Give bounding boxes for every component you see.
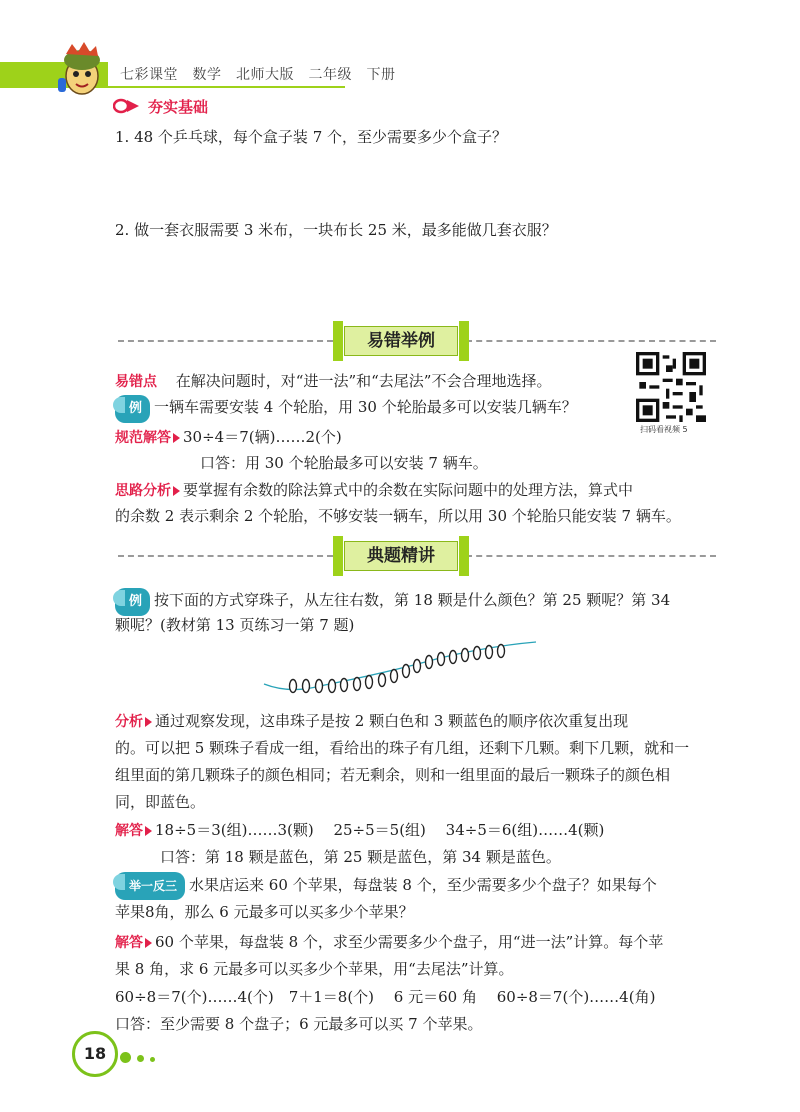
header-title: 七彩课堂 数学 北师大版 二年级 下册 — [120, 67, 396, 83]
calculation-line: 60÷8＝7(个)……4(个) 7＋1＝8(个) 6 元＝60 角 60÷8＝7(个)……4(角) — [115, 988, 656, 1006]
analysis-line-4: 同，即蓝色。 — [115, 793, 206, 811]
question-2: 2. 做一套衣服需要 3 米布，一块布长 25 米，最多能做几套衣服？ — [115, 221, 557, 239]
triangle-icon — [173, 433, 180, 443]
banner-common-errors: 易错举例 — [344, 326, 458, 356]
page-number: 18 — [72, 1031, 118, 1077]
practice-text: 水果店运来 60 个苹果，每盘装 8 个，至少需要多少个盘子？如果每个 — [189, 876, 657, 894]
solution2-line-1 — [115, 929, 735, 956]
error-example — [115, 394, 635, 423]
analysis-label: 思路分析 — [115, 483, 171, 499]
analysis-line-2: 的余数 2 表示剩余 2 个轮胎，不够安装一辆车，所以用 30 个轮胎只能安装 7 辆车。 — [115, 507, 681, 525]
triangle-icon — [145, 717, 152, 727]
standard-solution — [115, 424, 342, 451]
banner-divider-right — [466, 555, 716, 557]
final-answer: 口答：至少需要 8 个盘子；6 元最多可以买 7 个苹果。 — [115, 1015, 483, 1033]
solution2-text: 60 个苹果，每盘装 8 个，求至少需要多少个盘子，用“进一法”计算。每个苹 — [155, 933, 664, 951]
triangle-icon — [145, 938, 152, 948]
footer-dot-large — [120, 1052, 131, 1063]
question-1: 1. 48 个乒乓球，每个盒子装 7 个，至少需要多少个盒子？ — [115, 128, 508, 146]
triangle-icon — [173, 486, 180, 496]
qr-caption: 扫码看视频 5 — [640, 425, 688, 434]
error-point — [115, 368, 635, 395]
practice-line-1 — [115, 872, 735, 900]
triangle-icon — [145, 826, 152, 836]
analysis-line-1 — [115, 708, 725, 735]
analysis-block — [115, 477, 715, 504]
answer-text: 口答：第 18 颗是蓝色，第 25 颗是蓝色，第 34 颗是蓝色。 — [160, 848, 561, 866]
footer-dot-medium — [137, 1055, 144, 1062]
error-label: 易错点 — [115, 374, 157, 390]
banner-divider-left — [118, 340, 333, 342]
footer-dot-small — [150, 1057, 155, 1062]
solution-text: 18÷5＝3(组)……3(颗) 25÷5＝5(组) 34÷5＝6(组)……4(颗) — [155, 821, 605, 839]
analysis-line-1: 要掌握有余数的除法算式中的余数在实际问题中的处理方法，算式中 — [183, 481, 634, 499]
error-text: 在解决问题时，对“进一法”和“去尾法”不会合理地选择。 — [175, 372, 552, 390]
example-text: 一辆车需要安装 4 个轮胎，用 30 个轮胎最多可以安装几辆车？ — [154, 398, 577, 416]
practice-line-2: 苹果8角，那么 6 元最多可以买多少个苹果？ — [115, 903, 414, 921]
solution2-line-2: 果 8 角，求 6 元最多可以买多少个苹果，用“去尾法”计算。 — [115, 960, 514, 978]
analysis-line-2: 的。可以把 5 颗珠子看成一组，看给出的珠子有几组，还剩下几颗。剩下几颗，就和一 — [115, 739, 690, 757]
analysis-text: 通过观察发现，这串珠子是按 2 颗白色和 3 颗蓝色的顺序依次重复出现 — [155, 712, 629, 730]
example-text: 按下面的方式穿珠子，从左往右数，第 18 颗是什么颜色？第 25 颗呢？第 34 — [154, 591, 671, 609]
qr-code-icon[interactable] — [636, 352, 706, 422]
beads-illustration — [260, 636, 540, 698]
solution-label: 解答 — [115, 823, 143, 839]
section-arrow-icon — [113, 98, 141, 114]
example-line-2: 颗呢？(教材第 13 页练习一第 7 题) — [115, 616, 355, 634]
mascot-icon — [52, 42, 112, 98]
banner-divider-left — [118, 555, 333, 557]
solution-label: 规范解答 — [115, 430, 171, 446]
practice-pill: 举一反三 — [115, 872, 185, 900]
solution2-label: 解答 — [115, 935, 143, 951]
analysis-label: 分析 — [115, 714, 143, 730]
example-pill: 例 — [115, 395, 150, 423]
banner-divider-right — [466, 340, 716, 342]
solution-line — [115, 817, 735, 844]
analysis-line-3: 组里面的第几颗珠子的颜色相同；若无剩余，则和一组里面的最后一颗珠子的颜色相 — [115, 766, 671, 784]
example-pill: 例 — [115, 588, 150, 616]
banner-typical-problems: 典题精讲 — [344, 541, 458, 571]
solution-text: 30÷4＝7(辆)……2(个) — [183, 428, 342, 446]
section-title-basics: 夯实基础 — [148, 98, 209, 116]
answer-text: 口答：用 30 个轮胎最多可以安装 7 辆车。 — [200, 454, 488, 472]
